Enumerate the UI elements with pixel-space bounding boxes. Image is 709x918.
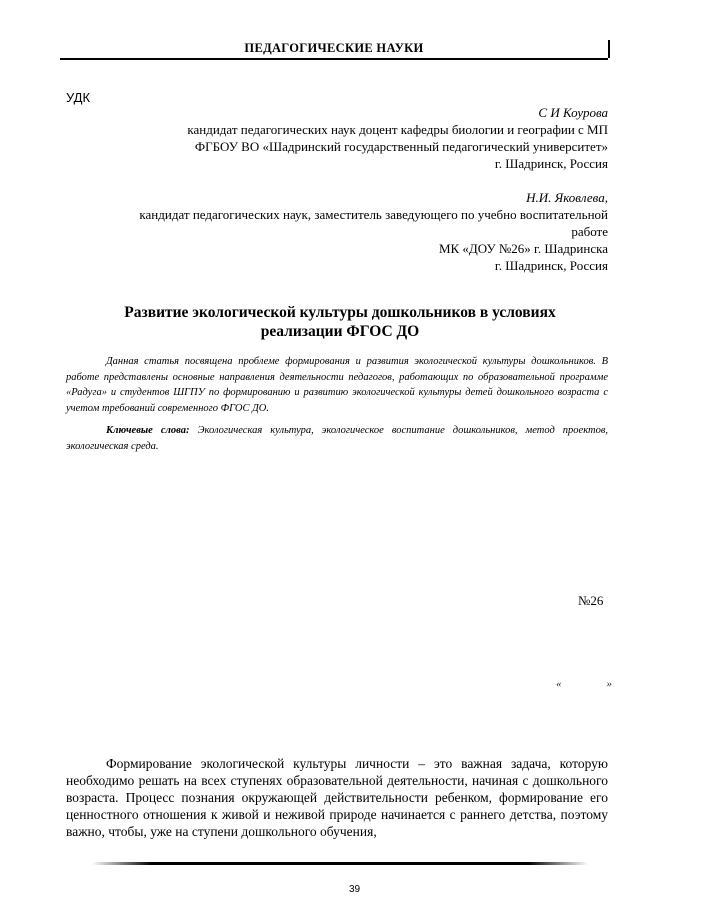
author-location: г. Шадринск, Россия: [494, 156, 608, 171]
authors-block: [90, 104, 608, 274]
author-name: С И Коурова: [538, 105, 608, 120]
footer-rule: [92, 862, 588, 865]
author-affiliation-line: кандидат педагогических наук, заместитель заведующего по учебно воспитательной: [139, 207, 608, 222]
page-number: 39: [348, 884, 361, 895]
body-text: [66, 755, 608, 840]
author-affiliation-line: ФГБОУ ВО «Шадринский государственный педагогический университет»: [194, 139, 608, 154]
article-title-line: реализации ФГОС ДО: [260, 323, 420, 340]
author-affiliation-line: работе: [571, 224, 608, 239]
keywords-paragraph: [66, 423, 608, 454]
article-title-line: Развитие экологической культуры дошкольников в условиях: [124, 304, 556, 321]
quote-open: «: [556, 678, 562, 690]
running-title: ПЕДАГОГИЧЕСКИЕ НАУКИ: [244, 41, 424, 55]
author-name: Н.И. Яковлева,: [526, 190, 608, 205]
author-affiliation-line: кандидат педагогических наук доцент кафедры биологии и географии с МП: [187, 122, 608, 137]
abstract-text: Данная статья посвящена проблеме формирования и развития экологической культуры дошкольников. В работе представлены основные направления деятельности педагогов, работающих по образовательной программе «Радуга» и студентов ШГПУ по формированию и развитию экологической культуры детей дошкольного возраста с учетом требований современного ФГОС ДО.: [66, 356, 608, 414]
quote-close: »: [606, 678, 612, 690]
udk-label: УДК: [66, 90, 91, 105]
abstract: [66, 354, 608, 416]
keywords: [66, 423, 608, 454]
keywords-label: Ключевые слова:: [106, 425, 190, 436]
author-location: г. Шадринск, Россия: [494, 258, 608, 273]
article-title: [90, 303, 590, 341]
keywords-text: Экологическая культура, экологическое воспитание дошкольников, метод проектов, экологическая среда.: [66, 425, 609, 452]
number-fragment: №26: [578, 593, 604, 608]
author-spacer: [90, 172, 608, 189]
quotes-fragment: [556, 678, 612, 690]
header-vertical-bar: [608, 40, 610, 58]
author-affiliation-line: МК «ДОУ №26» г. Шадринска: [438, 241, 608, 256]
running-header: [60, 40, 608, 60]
body-paragraph: Формирование экологической культуры личности – это важная задача, которую необходимо решать на всех ступенях образовательной деятельности, начиная с дошкольного возраста. Процесс познания окружающей действительности ребенком, формирование его ценностного отношения к живой и неживой природе начинается с раннего детства, поэтому важно, чтобы, уже на ступени дошкольного обучения,: [66, 756, 608, 839]
